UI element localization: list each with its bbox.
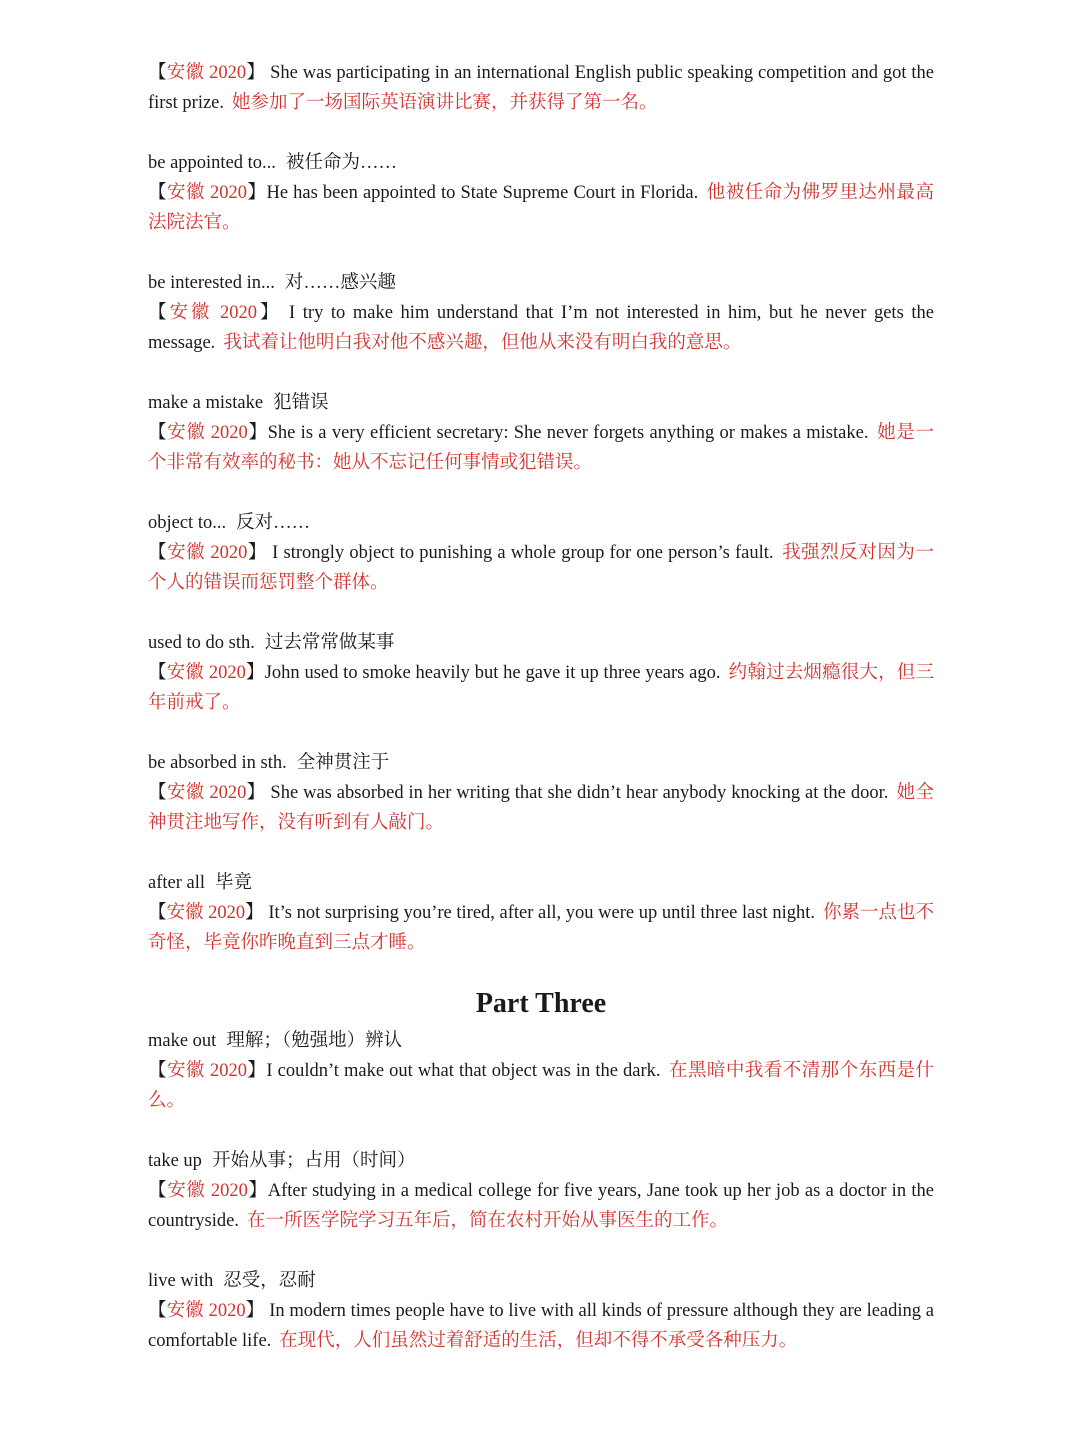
phrase-meaning: 对……感兴趣 (284, 273, 396, 293)
phrase-line (148, 748, 934, 778)
phrase-meaning: 全神贯注于 (296, 753, 390, 773)
bracket-open: 【 (148, 543, 168, 563)
chinese-translation: 我强烈反对因为一个人的错误而惩罚整个群体。 (148, 543, 934, 593)
bracket-close: 】 (247, 543, 267, 563)
example-sentence (148, 1176, 934, 1236)
chinese-translation: 在一所医学院学习五年后，简在农村开始从事医生的工作。 (246, 1211, 728, 1231)
bracket-close: 】 (245, 663, 265, 683)
chinese-translation: 她参加了一场国际英语演讲比赛，并获得了第一名。 (232, 93, 658, 113)
bracket-close: 】 (257, 303, 282, 323)
phrase: be absorbed in sth. (148, 753, 287, 773)
phrase: be interested in... (148, 273, 275, 293)
example-sentence (148, 778, 934, 838)
phrase-line (148, 1146, 934, 1176)
vocab-entry (148, 1146, 934, 1236)
example-sentence (148, 658, 934, 718)
phrase-line (148, 508, 934, 538)
phrase: be appointed to... (148, 153, 276, 173)
chinese-translation: 在现代，人们虽然过着舒适的生活，但却不得不承受各种压力。 (279, 1331, 798, 1351)
english-sentence: He has been appointed to State Supreme Court in Florida. (266, 183, 699, 203)
english-sentence: John used to smoke heavily but he gave it up three years ago. (264, 663, 721, 683)
document-page (148, 58, 934, 1386)
phrase: after all (148, 873, 205, 893)
english-sentence: I try to make him understand that I’m not interested in him, but he never gets the message. (148, 303, 934, 353)
bracket-open: 【 (148, 1181, 168, 1201)
phrase-line (148, 148, 934, 178)
phrase-meaning: 忍受，忍耐 (223, 1271, 316, 1291)
source-tag: 安徽 2020 (166, 1301, 246, 1321)
english-sentence: She was participating in an international English public speaking competition and got the first prize. (148, 63, 934, 113)
phrase-meaning: 犯错误 (273, 393, 329, 413)
bracket-open: 【 (148, 183, 167, 203)
example-sentence (148, 1296, 934, 1356)
phrase-meaning: 毕竟 (215, 873, 253, 893)
bracket-open: 【 (148, 1301, 167, 1321)
bracket-close: 】 (246, 1061, 267, 1081)
example-sentence (148, 898, 934, 958)
vocab-entry (148, 1266, 934, 1356)
source-tag: 安徽 2020 (166, 903, 246, 923)
example-sentence (148, 1056, 934, 1116)
chinese-translation: 我试着让他明白我对他不感兴趣，但他从来没有明白我的意思。 (223, 333, 742, 353)
source-tag: 安徽 2020 (166, 663, 246, 683)
phrase-meaning: 反对…… (236, 513, 311, 533)
example-sentence (148, 538, 934, 598)
phrase: make a mistake (148, 393, 264, 413)
chinese-translation: 在黑暗中我看不清那个东西是什么。 (148, 1061, 934, 1111)
bracket-open: 【 (148, 423, 168, 443)
bracket-open: 【 (148, 303, 170, 323)
english-sentence: I couldn’t make out what that object was in the dark. (266, 1061, 661, 1081)
example-sentence (148, 418, 934, 478)
bracket-close: 】 (247, 423, 268, 443)
example-sentence (148, 58, 934, 118)
vocab-entry (148, 628, 934, 718)
bracket-open: 【 (148, 1061, 167, 1081)
phrase-line (148, 868, 934, 898)
source-tag: 安徽 2020 (166, 63, 247, 83)
vocab-entry (148, 268, 934, 358)
bracket-close: 】 (245, 903, 264, 923)
source-tag: 安徽 2020 (167, 423, 248, 443)
example-sentence (148, 178, 934, 238)
english-sentence: In modern times people have to live with all kinds of pressure although they are leading a comfortable life. (148, 1301, 934, 1351)
bracket-close: 】 (247, 183, 267, 203)
bracket-close: 】 (246, 63, 266, 83)
chinese-translation: 他被任命为佛罗里达州最高法院法官。 (148, 183, 934, 233)
vocab-entry (148, 508, 934, 598)
phrase: object to... (148, 513, 227, 533)
source-tag: 安徽 2020 (167, 543, 248, 563)
bracket-close: 】 (247, 1181, 268, 1201)
vocab-entry (148, 388, 934, 478)
section-title: Part Three (475, 988, 607, 1019)
bracket-open: 【 (148, 783, 167, 803)
english-sentence: She is a very efficient secretary: She never forgets anything or makes a mistake. (267, 423, 869, 443)
bracket-open: 【 (148, 903, 167, 923)
source-tag: 安徽 2020 (166, 783, 247, 803)
bracket-open: 【 (148, 663, 167, 683)
example-sentence (148, 298, 934, 358)
phrase: live with (148, 1271, 214, 1291)
phrase-line (148, 1266, 934, 1296)
vocab-entry (148, 868, 934, 958)
english-sentence: I strongly object to punishing a whole group for one person’s fault. (272, 543, 774, 563)
bracket-close: 】 (245, 1301, 265, 1321)
chinese-translation: 你累一点也不奇怪，毕竟你昨晚直到三点才睡。 (148, 903, 934, 953)
source-tag: 安徽 2020 (167, 1181, 248, 1201)
bracket-close: 】 (246, 783, 266, 803)
english-sentence: It’s not surprising you’re tired, after all, you were up until three last night. (268, 903, 815, 923)
phrase: used to do sth. (148, 633, 255, 653)
english-sentence: She was absorbed in her writing that she didn’t hear anybody knocking at the door. (270, 783, 889, 803)
english-sentence: After studying in a medical college for five years, Jane took up her job as a doctor in the countryside. (148, 1181, 934, 1231)
phrase-meaning: 开始从事；占用（时间） (211, 1151, 416, 1171)
phrase: make out (148, 1031, 217, 1051)
phrase: take up (148, 1151, 202, 1171)
source-tag: 安徽 2020 (169, 303, 257, 323)
phrase-line (148, 388, 934, 418)
vocab-entry (148, 748, 934, 838)
source-tag: 安徽 2020 (166, 1061, 247, 1081)
source-tag: 安徽 2020 (166, 183, 248, 203)
chinese-translation: 她是一个非常有效率的秘书：她从不忘记任何事情或犯错误。 (148, 423, 934, 473)
phrase-meaning: 被任命为…… (285, 153, 397, 173)
vocab-entry (148, 148, 934, 238)
phrase-meaning: 过去常常做某事 (264, 633, 395, 653)
phrase-line (148, 628, 934, 658)
phrase-line (148, 268, 934, 298)
chinese-translation: 她全神贯注地写作，没有听到有人敲门。 (148, 783, 934, 833)
vocab-entry (148, 58, 934, 118)
vocab-entry (148, 1026, 934, 1116)
phrase-meaning: 理解；（勉强地）辨认 (226, 1031, 403, 1051)
phrase-line (148, 1026, 934, 1056)
bracket-open: 【 (148, 63, 167, 83)
chinese-translation: 约翰过去烟瘾很大，但三年前戒了。 (148, 663, 934, 713)
